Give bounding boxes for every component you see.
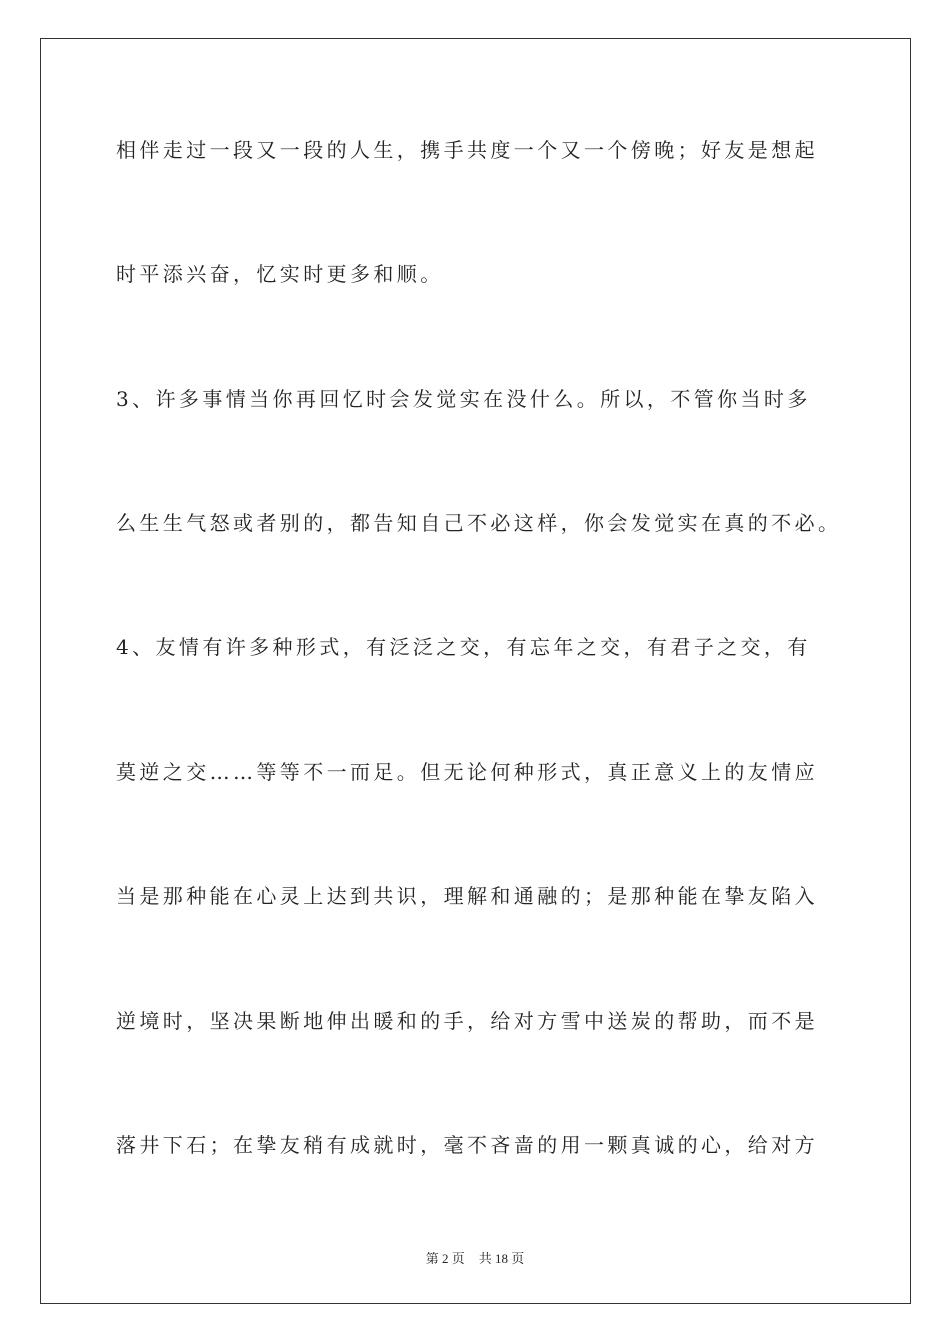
page-total: 共 18 页 bbox=[478, 1251, 525, 1266]
page-border bbox=[40, 38, 911, 1304]
text-line-5: 4、友情有许多种形式，有泛泛之交，有忘年之交，有君子之交，有 bbox=[116, 635, 811, 659]
text-line-3: 3、许多事情当你再回忆时会发觉实在没什么。所以，不管你当时多 bbox=[116, 387, 811, 411]
text-line-9: 落井下石；在挚友稍有成就时，毫不吝啬的用一颗真诚的心，给对方 bbox=[116, 1133, 818, 1157]
text-line-1: 相伴走过一段又一段的人生，携手共度一个又一个傍晚；好友是想起 bbox=[116, 138, 818, 162]
text-line-8: 逆境时，坚决果断地伸出暖和的手，给对方雪中送炭的帮助，而不是 bbox=[116, 1009, 818, 1033]
text-line-7: 当是那种能在心灵上达到共识，理解和通融的；是那种能在挚友陷入 bbox=[116, 884, 818, 908]
page-number: 第 2 页 bbox=[425, 1251, 465, 1266]
text-line-4: 么生生气怒或者别的，都告知自己不必这样，你会发觉实在真的不必。 bbox=[116, 511, 842, 535]
text-line-2: 时平添兴奋，忆实时更多和顺。 bbox=[116, 262, 444, 286]
text-line-6: 莫逆之交……等等不一而足。但无论何种形式，真正意义上的友情应 bbox=[116, 760, 818, 784]
page-footer bbox=[0, 1248, 950, 1267]
